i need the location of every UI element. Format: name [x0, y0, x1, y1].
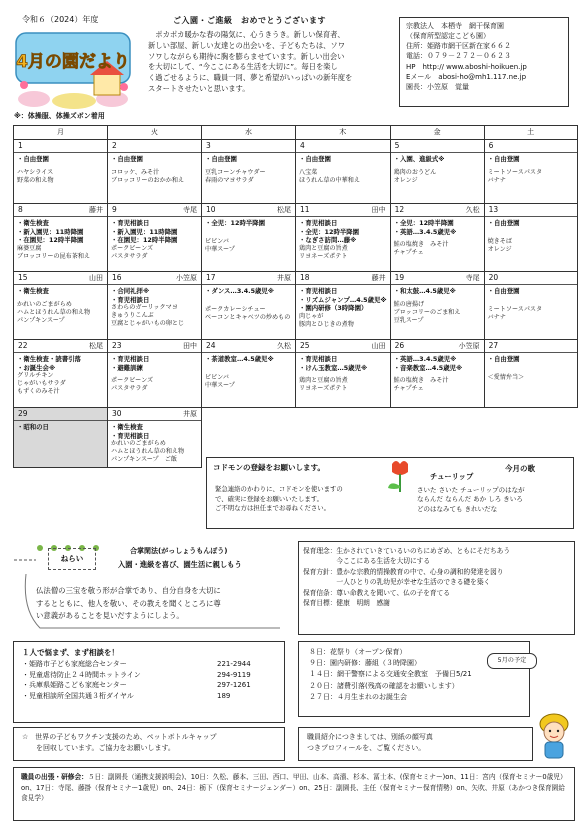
day-menu-item: バナナ — [487, 176, 506, 184]
event-line: ９日：園内研修：藤組（３時降園） — [309, 659, 421, 668]
calendar-day-cell — [14, 408, 108, 468]
day-menu-item: オレンジ — [393, 176, 418, 184]
day-header — [391, 340, 484, 353]
newsletter-logo — [14, 27, 132, 111]
day-content — [296, 285, 390, 331]
day-event: ・合同礼拝※ — [111, 287, 150, 295]
day-menu-item: ハヤシライス — [17, 168, 54, 176]
day-content — [485, 285, 577, 324]
day-menu-item: 八宝菜 — [299, 168, 318, 176]
calendar-day-cell — [202, 272, 296, 340]
day-menu-item: 鮭の塩焼き みそ汁 — [393, 241, 449, 249]
calendar-day-cell — [296, 204, 391, 272]
school-address: 住所：姫路市網干区新在家６６２ — [406, 42, 511, 51]
day-number: 22 — [18, 341, 28, 351]
day-staff-name: 松尾 — [89, 341, 103, 350]
day-number: 29 — [18, 409, 28, 419]
day-menu-item: オレンジ — [487, 245, 512, 253]
day-number: 18 — [300, 273, 310, 283]
day-menu-item: きゅうりこんぶ — [111, 312, 154, 320]
day-menu-item: ブロッコリーのおかか和え — [111, 176, 185, 184]
day-event: ・自由登園 — [487, 219, 520, 227]
day-menu-item: リヨネーズポテト — [299, 385, 348, 393]
day-event: ・自由登園 — [487, 155, 520, 163]
calendar-day-cell — [296, 272, 391, 340]
calendar-day-cell — [390, 140, 484, 204]
kodomon-body: 緊急連絡のかわりに、コドモンを使いますの で、確実に登録をお願いいたします。 ご不明な方は担任までお尋ねください。 — [215, 485, 343, 513]
day-staff-name: 藤井 — [371, 273, 386, 282]
policy-line: 保育理念：生かされていきているいのちにめざめ、ともにそだちあう — [303, 547, 511, 555]
day-header — [296, 140, 390, 153]
song-heading: 今月の歌 — [505, 464, 535, 473]
calendar-day-cell — [108, 204, 202, 272]
calendar-day-cell — [108, 140, 202, 204]
day-header — [14, 340, 107, 353]
aims-subtitle: 入園・進級を喜び、園生活に親しもう — [118, 560, 242, 569]
day-header — [202, 340, 295, 353]
day-header — [108, 408, 201, 421]
day-menu-item: 中華スープ — [205, 245, 235, 253]
day-staff-name: 寺尾 — [465, 273, 480, 282]
day-event: ・入園、進級式※ — [393, 155, 445, 163]
day-event: ・在園児：12時半降園 — [111, 236, 178, 245]
day-header — [202, 204, 295, 217]
weekday-fri: 金 — [390, 126, 484, 140]
day-number: 30 — [112, 409, 122, 419]
consult-row: ・姫路市子ども家庭総合センター 221-2944 — [22, 660, 251, 669]
day-menu-item: チャプチェ — [393, 249, 424, 257]
greeting-body: ポカポカ暖かな春の陽気に、心うきうき。新しい保育者、 新しい部屋、新しい友達との出会いを、子どもたちは、ソワ ソワしながらも期待に胸を膨らませています。新しい出会い を大切にして、“今ここにある生活を大切に”。毎日を楽し く過ごせるように、職員一同、夢と希望がいっぱいの新年度を スタートさせたいと思います。 — [148, 30, 353, 93]
day-menu-item: 中華スープ — [205, 381, 235, 389]
calendar-day-cell — [390, 272, 484, 340]
day-event: ・全児：12時半降園 — [299, 227, 360, 236]
day-menu-item: ほうれん草の中華和え — [299, 176, 360, 184]
day-event: ・全児：12時半降園 — [393, 219, 454, 227]
day-event: ・育児相談日 — [111, 219, 150, 227]
day-menu-item: リヨネーズポテト — [299, 252, 348, 260]
consult-row: ・児童相談所全国共通３桁ダイヤル 189 — [22, 691, 231, 700]
day-menu-item: パンプキンスープ — [17, 316, 65, 324]
day-number: 24 — [206, 341, 216, 351]
day-event: ・避難訓練 — [111, 363, 143, 372]
day-menu-item: ビビンバ — [205, 373, 229, 381]
day-menu-item: ポークビーンズ — [111, 377, 154, 385]
day-content — [108, 153, 201, 187]
day-menu-item: 鶏肉のおうどん — [393, 168, 437, 176]
calendar-week-row — [14, 140, 578, 204]
day-content — [14, 353, 107, 398]
day-content — [296, 353, 390, 395]
day-event: ・自由登園 — [17, 155, 49, 163]
policy-line: 保育目標：健康 明朗 感謝 — [303, 598, 390, 607]
day-staff-name: 藤井 — [89, 205, 103, 214]
day-menu-item: グリルチキン — [17, 372, 54, 380]
event-line: １４日：網干警察による交通安全教室 予備日5/21 — [309, 670, 472, 679]
day-event: ・自由登園 — [111, 155, 143, 163]
weekday-sat: 土 — [484, 126, 577, 140]
day-menu-item: ポークビーンズ — [111, 244, 154, 252]
policy-line: 今ここにある生活を大切にする — [303, 557, 431, 566]
day-event: ・衛生検査 — [17, 219, 49, 227]
school-info-box — [399, 17, 569, 107]
greeting-title: ご入園・ご進級 おめでとうございます — [173, 16, 326, 25]
day-header — [391, 204, 484, 217]
day-header — [485, 272, 577, 285]
day-staff-name: 小笠原 — [176, 273, 197, 282]
day-staff-name: 久松 — [465, 205, 480, 214]
tulip-icon — [382, 458, 422, 494]
school-phone: 電話：０７９－２７２－０６２３ — [406, 52, 511, 61]
day-number: 11 — [300, 205, 310, 215]
day-menu-item: ハムとほうれん草の和え物 — [17, 308, 91, 316]
day-event: ・自由登園 — [487, 287, 520, 295]
school-type: （保育所型認定こども園） — [406, 32, 490, 41]
day-event: ・和太鼓…4.5歳児※ — [393, 287, 456, 295]
day-menu-item: 豆腐とじゃがいもの卵とじ — [111, 320, 185, 328]
day-event: ・英語…3.4.5歳児※ — [393, 355, 457, 363]
day-staff-name: 井原 — [183, 409, 197, 418]
consult-box — [13, 641, 285, 723]
day-content — [14, 153, 107, 187]
day-header — [108, 272, 201, 285]
day-event: ・自由登園 — [487, 355, 520, 363]
day-event: ・茶道教室…4.5歳児※ — [205, 355, 274, 363]
day-content — [202, 217, 295, 256]
calendar-day-cell — [14, 204, 108, 272]
uniform-note: ※：体操服、体操ズボン着用 — [14, 112, 105, 120]
day-number: 12 — [394, 205, 405, 215]
day-event: ・育児相談日 — [299, 219, 338, 227]
day-menu-item: バナナ — [487, 313, 506, 321]
weekday-wed: 水 — [202, 126, 296, 140]
day-menu-item: コロッケ、みそ汁 — [111, 168, 160, 176]
calendar-day-cell — [202, 140, 296, 204]
day-content — [14, 285, 107, 327]
staff-photo-notice: 職員紹介につきましては、別紙の顔写真 つきプロフィールを、ご覧ください。 — [298, 727, 533, 761]
day-content — [108, 217, 201, 263]
day-menu-item: ブロッコリーのごま和え — [393, 308, 461, 316]
kodomon-title: コドモンの登録をお願いします。 — [213, 463, 325, 472]
day-menu-item: 麻婆豆腐 — [17, 244, 42, 252]
day-content — [14, 217, 107, 263]
day-number: 10 — [206, 205, 216, 215]
day-number: 8 — [18, 205, 23, 215]
day-staff-name: 山田 — [89, 273, 103, 282]
day-menu-item: 鮭の唐揚げ — [393, 300, 425, 308]
day-menu-item: 豆乳スープ — [393, 316, 424, 324]
day-header — [202, 272, 295, 285]
day-menu-item: かれいのごまがらめ — [17, 300, 72, 308]
weekday-mon: 月 — [14, 126, 108, 140]
calendar-day-cell — [202, 204, 296, 272]
calendar-day-cell — [108, 408, 202, 468]
day-number: 23 — [112, 341, 122, 351]
day-event: ・衛生検査 — [111, 423, 143, 431]
day-event: ・英語…3.4.5歳児※ — [393, 227, 457, 236]
day-header — [14, 140, 107, 153]
calendar-day-cell — [484, 272, 577, 340]
aims-label: ねらい — [48, 548, 96, 570]
calendar-day-cell — [296, 140, 391, 204]
song-lyrics: さいた さいた チューリップのはなが ならんだ ならんだ あか しろ きいろ どのはなみても きれいだな — [417, 486, 525, 513]
day-event: ・新入園児：11時降園 — [111, 227, 178, 236]
song-name: チューリップ — [430, 472, 474, 481]
day-event: ・けん玉教室…5歳児※ — [299, 363, 368, 372]
day-menu-item: 春雨のマヨサラダ — [205, 176, 254, 184]
day-number: 9 — [112, 205, 117, 215]
day-event: ・育児相談日 — [299, 287, 338, 295]
day-header — [391, 140, 484, 153]
day-menu-item: 野菜の和え物 — [17, 176, 54, 184]
day-staff-name: 田中 — [183, 341, 197, 350]
day-content — [485, 153, 577, 187]
calendar-week-row — [14, 340, 578, 408]
day-event: ・園内研修（3時降園） — [299, 304, 368, 313]
day-event: ・育児相談日 — [111, 295, 150, 304]
calendar-day-cell — [202, 340, 296, 408]
day-number: 25 — [300, 341, 310, 351]
child-illustration-icon — [535, 710, 573, 762]
day-menu-item: 焼きそば — [487, 237, 512, 245]
day-event: ・自由登園 — [205, 155, 237, 163]
day-content — [391, 217, 484, 259]
day-event: ・育児相談日 — [111, 431, 150, 440]
day-number: 3 — [206, 141, 211, 151]
day-header — [108, 204, 201, 217]
day-number: 17 — [206, 273, 216, 283]
day-header — [296, 272, 390, 285]
day-event: ・なぎさ訪問…藤※ — [299, 236, 357, 245]
day-event: ・ダンス…3.4.5歳児※ — [205, 287, 275, 295]
day-menu-item: ミートソースパスタ — [487, 305, 543, 313]
day-menu-item: ブロッコリーの昆布茶和え — [17, 252, 91, 260]
staff-training-label: 職員の出張・研修会： — [21, 773, 88, 781]
day-staff-name: 久松 — [277, 341, 291, 350]
day-event: ・衛生検査・読書引落 — [17, 355, 81, 363]
calendar-day-cell — [108, 340, 202, 408]
day-content — [202, 285, 295, 324]
policy-line: 保育信条：尊い命教えを聞いて、仏の子を育てる — [303, 588, 450, 597]
day-event: ・在園児：12時半降園 — [17, 236, 84, 245]
day-menu-item: ミートソースパスタ — [487, 168, 543, 176]
day-header — [14, 272, 107, 285]
staff-training-box — [13, 767, 575, 821]
year-line: 令和６（2024）年度 — [22, 15, 99, 24]
day-staff-name: 山田 — [371, 341, 386, 350]
day-content — [391, 285, 484, 327]
calendar-day-cell — [14, 272, 108, 340]
day-menu-item: パスタサラダ — [111, 385, 148, 393]
day-header — [485, 140, 577, 153]
day-event: ・自由登園 — [299, 155, 331, 163]
day-header — [108, 340, 201, 353]
day-event: ・育児相談日 — [299, 355, 338, 363]
event-line: ２０日：諸費引落(残高の確認をお願いします） — [309, 681, 459, 690]
day-event: ・お誕生会※ — [17, 363, 56, 372]
day-event: ・衛生検査 — [17, 287, 49, 295]
svg-text:4月の園だより: 4月の園だより — [16, 52, 130, 72]
day-header — [202, 140, 295, 153]
day-content — [202, 153, 295, 187]
weekday-header-row — [14, 126, 578, 140]
day-header — [296, 340, 390, 353]
day-content — [296, 217, 390, 263]
day-header — [485, 340, 577, 353]
consult-title: １人で悩まず、まず相談を！ — [22, 648, 119, 657]
day-menu-item: 鮭の塩焼き みそ汁 — [393, 377, 449, 385]
consult-row: ・児童虐待防止２４時間ホットライン 294-9119 — [22, 670, 251, 679]
day-menu-item: ビビンバ — [205, 237, 229, 245]
day-header — [14, 408, 107, 421]
event-line: ８日：花祭り（オープン保育） — [309, 648, 407, 656]
staff-training-text: ５日：副園長（通携支援説明会)、10日：久松、藤本、三田、西口、甲田、山本、高濱、杉本、冨士本、(保育セミナー)on、11日：宮内（保育セミナー0歳児）on、17日：寺尾、藤掛（保育セミナー1歳児）on、24日：栃下（保育セミナージェンダー）on、25日：副園長、主任（保育セミナー保育情勢）on、矢吹、井原（あかつき保育園給食見学） — [21, 773, 567, 803]
monthly-calendar — [13, 125, 578, 468]
school-name: 宗教法人 本栖寺 網干保育園 — [406, 22, 504, 30]
weekday-thu: 木 — [296, 126, 391, 140]
day-event: ・音楽教室…4.5歳児※ — [393, 363, 463, 372]
day-staff-name: 井原 — [277, 273, 291, 282]
day-number: 15 — [18, 273, 28, 283]
day-header — [14, 204, 107, 217]
day-number: 27 — [488, 341, 499, 351]
calendar-day-cell — [14, 340, 108, 408]
day-header — [391, 272, 484, 285]
school-email[interactable]: Eメール abosi-ho@mh1.117.ne.jp — [406, 72, 527, 81]
day-content — [391, 153, 484, 187]
calendar-day-cell — [390, 204, 484, 272]
day-menu-item: 鶏肉と豆腐の旨煮 — [299, 244, 348, 252]
day-menu-item: パスタサラダ — [111, 252, 148, 260]
day-event: ・全児：12時半降園 — [205, 219, 266, 227]
day-menu-item: もずくのみそ汁 — [17, 388, 60, 396]
day-event: ・新入園児：11時降園 — [17, 227, 84, 236]
day-number: 16 — [112, 273, 122, 283]
day-event: ・育児相談日 — [111, 355, 150, 363]
day-staff-name: 小笠原 — [458, 341, 480, 350]
consult-row: ・兵庫県姫路こども家庭センター 297-1261 — [22, 681, 251, 690]
day-content — [14, 421, 107, 434]
day-number: 2 — [112, 141, 117, 151]
calendar-day-cell — [108, 272, 202, 340]
calendar-day-cell — [390, 340, 484, 408]
day-content — [108, 353, 201, 395]
day-menu-item: ＜愛情弁当＞ — [487, 373, 525, 381]
day-menu-item: ポークカレーシチュー — [205, 305, 266, 313]
day-number: 6 — [488, 141, 494, 151]
day-content — [485, 353, 577, 384]
day-menu-item: ハムとほうれん草の和え物 — [111, 448, 185, 456]
day-number: 1 — [18, 141, 23, 151]
day-menu-item: 肉じゃが — [299, 312, 324, 320]
calendar-week-row — [14, 204, 578, 272]
day-staff-name: 松尾 — [277, 205, 291, 214]
day-menu-item: じゃがいもサラダ — [17, 380, 66, 388]
day-menu-item: 豆乳コーンチャウダー — [205, 168, 266, 176]
day-menu-item: 豚肉とひじきの煮物 — [299, 320, 354, 328]
calendar-day-cell — [484, 140, 577, 204]
aims-title: 合掌閑法(がっしょうもんぽう) — [130, 547, 228, 555]
day-menu-item: チャプチェ — [393, 385, 424, 393]
day-menu-item: パンプキンスープ ご飯 — [111, 456, 177, 464]
day-staff-name: 田中 — [371, 205, 386, 214]
day-menu-item: かれいのごまがらめ — [111, 440, 166, 448]
day-content — [108, 421, 201, 466]
day-number: 4 — [300, 141, 305, 151]
policy-line: 一人ひとりの乳幼児が幸せな生活のできる礎を築く — [303, 578, 491, 587]
school-principal: 園長：小笠原 覚量 — [406, 82, 469, 91]
calendar-day-cell — [14, 140, 108, 204]
day-number: 26 — [394, 341, 405, 351]
day-staff-name: 寺尾 — [183, 205, 197, 214]
day-header — [485, 204, 577, 217]
policy-line: 保育方針：豊かな宗教的情操教育の中で、心身の調和的発達を図り — [303, 567, 504, 576]
calendar-week-row — [14, 272, 578, 340]
calendar-day-cell — [484, 204, 577, 272]
day-content — [108, 285, 201, 330]
day-header — [296, 204, 390, 217]
day-number: 20 — [488, 273, 499, 283]
day-content — [202, 353, 295, 392]
day-event: ・リズムジャンプ…4.5歳児※ — [299, 295, 387, 304]
pet-bottle-notice: ☆ 世界の子どもワクチン支援のため、ペットボトルキャップ を回収しています。ご協力をお願いします。 — [13, 727, 285, 761]
day-menu-item: ベーコンとキャベツの炒めもの — [205, 313, 291, 321]
day-content — [391, 353, 484, 395]
next-month-tag: 5月の予定 — [487, 653, 537, 669]
policy-box — [298, 541, 575, 635]
day-content — [296, 153, 390, 187]
day-header — [108, 140, 201, 153]
day-menu-item: 鶏肉と豆腐の旨煮 — [299, 377, 348, 385]
day-number: 13 — [488, 205, 499, 215]
day-content — [485, 217, 577, 256]
calendar-day-cell — [484, 340, 577, 408]
day-number: 5 — [394, 141, 400, 151]
weekday-tue: 火 — [108, 126, 202, 140]
day-number: 19 — [394, 273, 405, 283]
school-website[interactable]: HP http:// www.aboshi-hoikuen.jp — [406, 62, 527, 71]
calendar-day-cell — [296, 340, 391, 408]
day-menu-item: さわらのガーリックマヨ — [111, 304, 178, 312]
aims-body: 仏法僧の三宝を敬う形が合掌であり、自分自身を大切に するとともに、他人を敬い、その教えを聞くところに尊 い意義があることを見いだすようにしよう。 — [36, 586, 221, 621]
event-line: ２７日：４月生まれのお誕生会 — [309, 692, 407, 701]
day-event: ・昭和の日 — [17, 423, 49, 431]
